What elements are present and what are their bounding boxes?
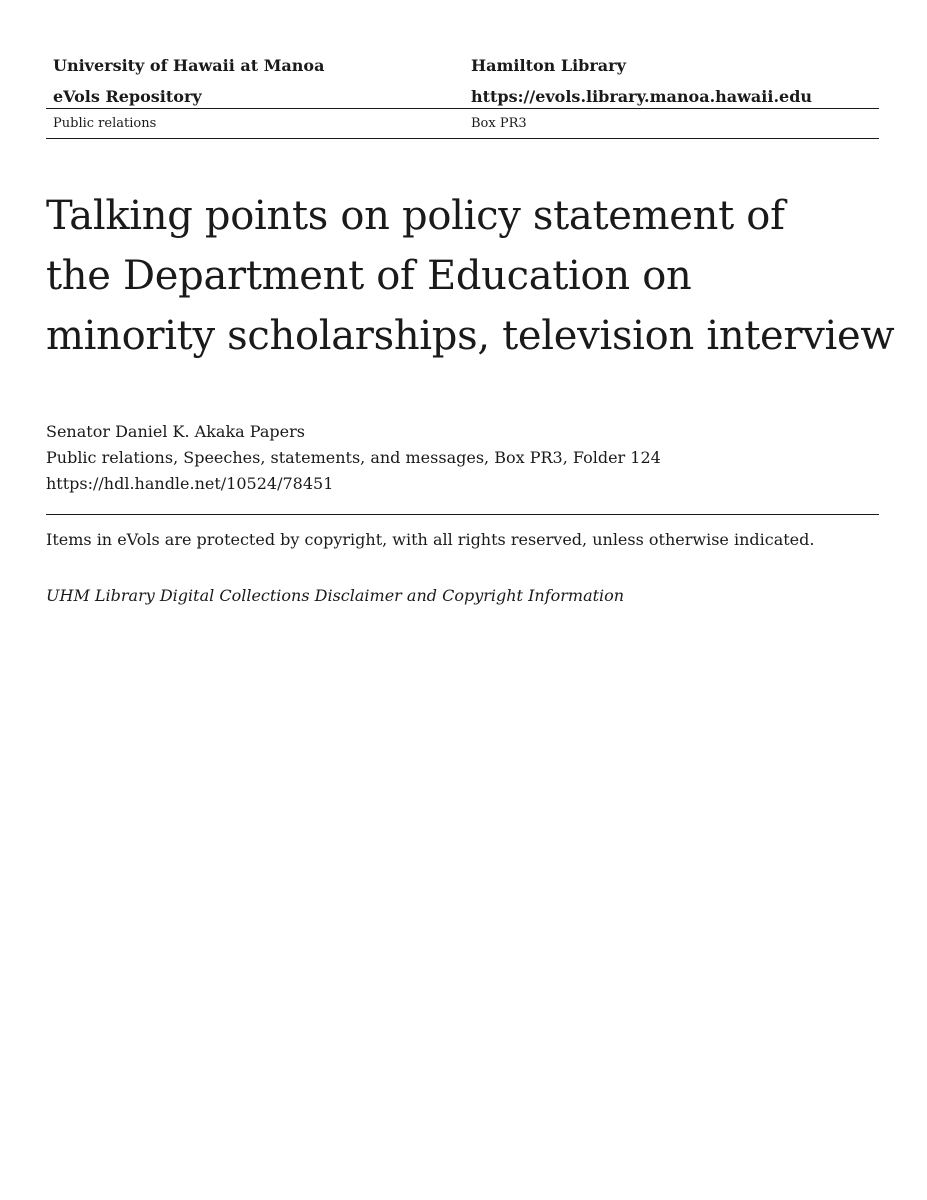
header-divider-bottom (46, 138, 879, 139)
box-number: Box PR3 (471, 116, 527, 131)
header-divider-top (46, 108, 879, 109)
collection-name: Senator Daniel K. Akaka Papers (46, 422, 305, 441)
citation-block (46, 419, 879, 497)
handle-link[interactable]: https://hdl.handle.net/10524/78451 (46, 474, 334, 493)
header-row-1 (46, 52, 879, 83)
title-line: minority scholarships, television interview (46, 313, 895, 359)
title-line: the Department of Education on (46, 253, 692, 299)
header-table (46, 52, 879, 114)
cover-page (46, 0, 895, 1200)
citation-divider (46, 514, 879, 515)
copyright-notice: Items in eVols are protected by copyright, with all rights reserved, unless otherwise indicated. (46, 530, 815, 549)
document-title (46, 186, 895, 366)
disclaimer-link[interactable]: UHM Library Digital Collections Disclaimer and Copyright Information (46, 586, 625, 605)
title-line: Talking points on policy statement of (46, 193, 785, 239)
repository-name: eVols Repository (53, 87, 202, 106)
repository-url-link[interactable]: https://evols.library.manoa.hawaii.edu (471, 87, 813, 106)
institution-name: University of Hawaii at Manoa (53, 56, 325, 75)
library-name: Hamilton Library (471, 56, 626, 75)
collection-area: Public relations (53, 116, 157, 131)
folder-location: Public relations, Speeches, statements, and messages, Box PR3, Folder 124 (46, 448, 661, 467)
header-row-3 (46, 110, 879, 138)
